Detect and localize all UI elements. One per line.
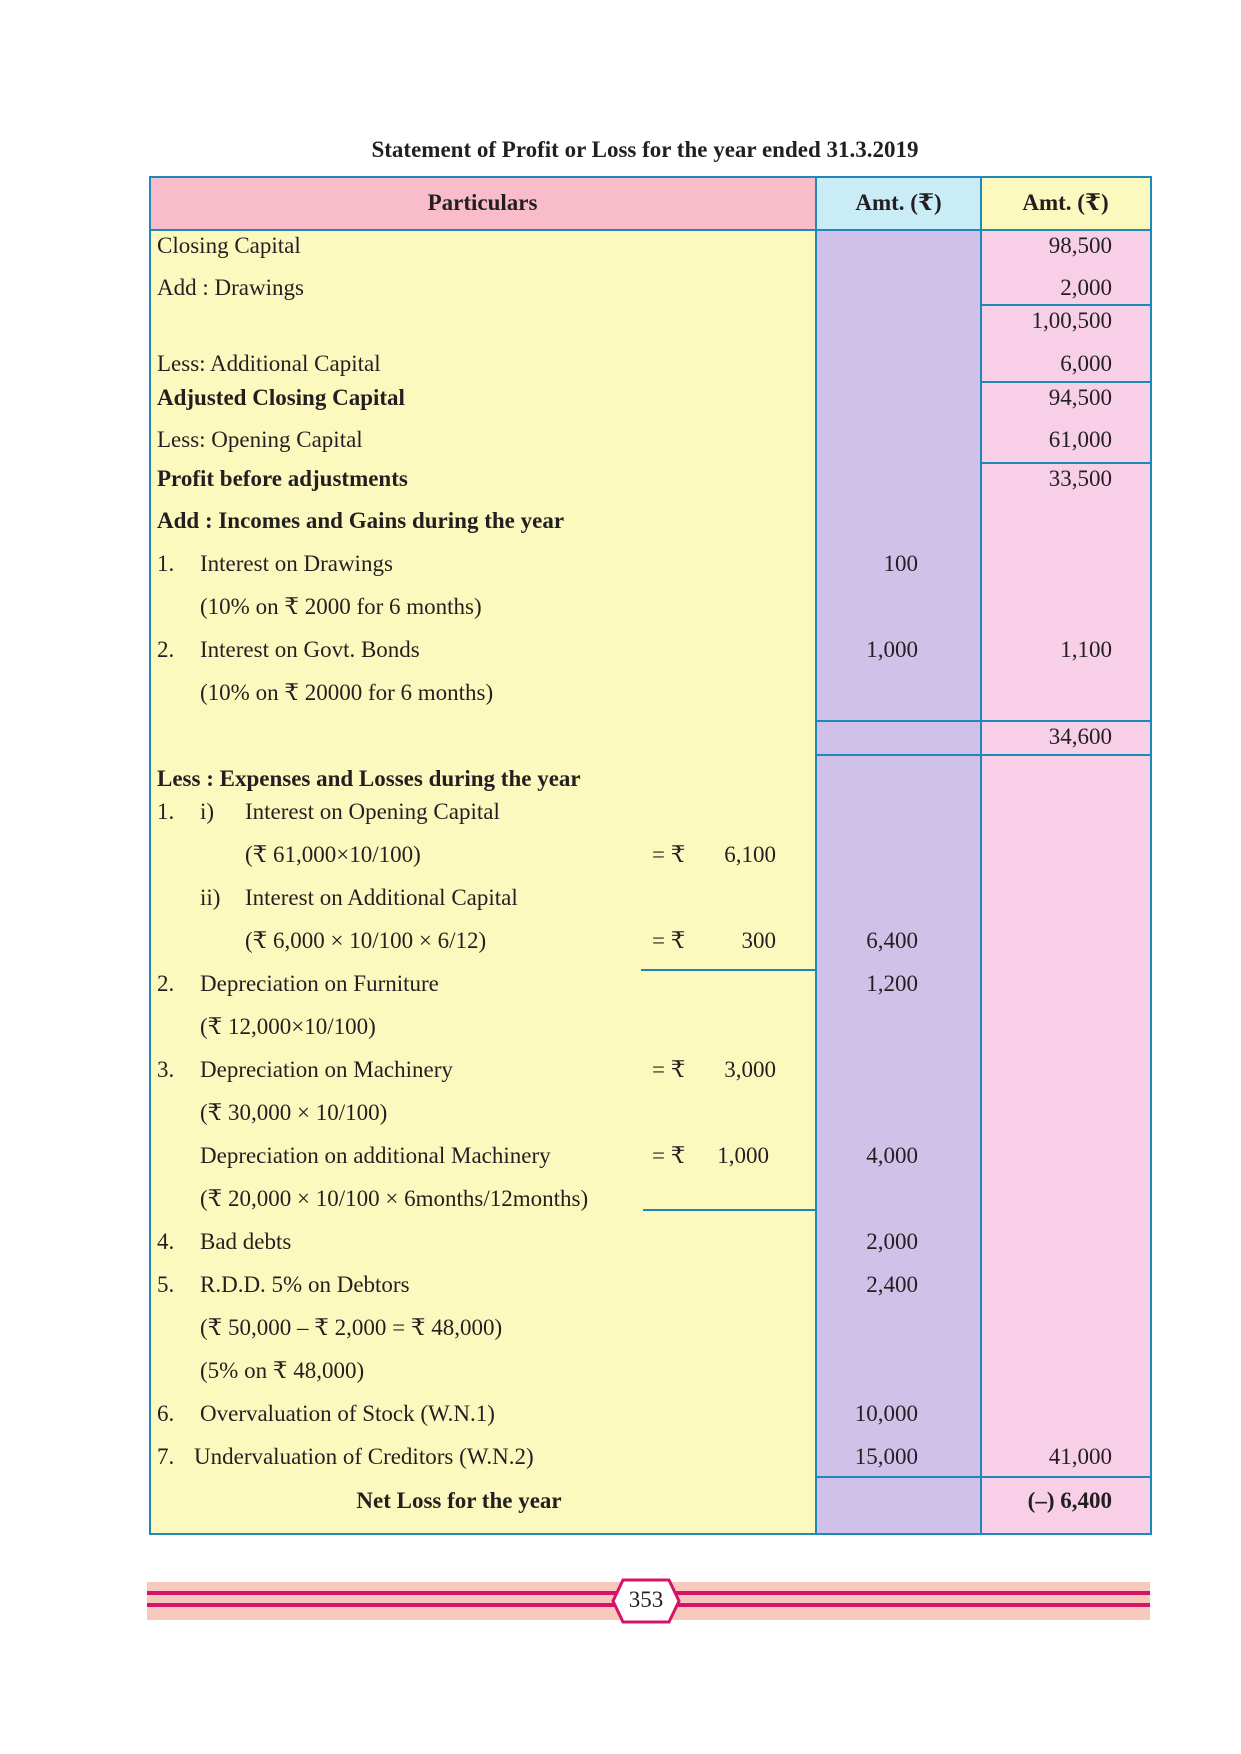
row-label: Add : Drawings — [157, 275, 304, 300]
row-equals: = ₹ — [652, 1143, 686, 1168]
row-amount: 1,00,500 — [1031, 308, 1112, 333]
row-calc: (10% on ₹ 2000 for 6 months) — [200, 594, 482, 619]
row-label: Overvaluation of Stock (W.N.1) — [200, 1401, 495, 1426]
row-number: 2. — [157, 971, 175, 996]
row-calc: (5% on ₹ 48,000) — [200, 1358, 365, 1383]
row-label: Less: Opening Capital — [157, 427, 363, 452]
page-title: Statement of Profit or Loss for the year ended 31.3.2019 — [371, 137, 919, 162]
row-label: Undervaluation of Creditors (W.N.2) — [194, 1444, 534, 1469]
row-equals: = ₹ — [652, 842, 686, 867]
rule — [816, 720, 1150, 722]
row-value: 1,000 — [717, 1143, 769, 1168]
row-label: Interest on Additional Capital — [245, 885, 518, 910]
row-label: Depreciation on additional Machinery — [200, 1143, 551, 1168]
profit-loss-table — [149, 176, 1150, 1533]
row-number: 2. — [157, 637, 175, 662]
row-amount: 1,000 — [866, 637, 918, 662]
column-divider — [980, 176, 982, 1533]
row-sub-number: ii) — [200, 885, 221, 910]
row-label: Bad debts — [200, 1229, 292, 1254]
row-calc: (₹ 6,000 × 10/100 × 6/12) — [245, 928, 487, 953]
row-number: 5. — [157, 1272, 175, 1297]
row-amount: 61,000 — [1048, 427, 1112, 452]
row-calc: (₹ 30,000 × 10/100) — [200, 1100, 388, 1125]
row-amount: 33,500 — [1048, 466, 1112, 491]
row-calc: (10% on ₹ 20000 for 6 months) — [200, 680, 494, 705]
row-calc: (₹ 20,000 × 10/100 × 6months/12months) — [200, 1186, 589, 1211]
row-sub-number: i) — [200, 799, 215, 824]
row-label: Closing Capital — [157, 233, 301, 258]
row-amount: 2,000 — [1060, 275, 1112, 300]
row-value: 6,100 — [724, 842, 776, 867]
rule — [981, 462, 1150, 464]
row-value: 300 — [741, 928, 776, 953]
row-amount: 6,400 — [866, 928, 918, 953]
row-number: 1. — [157, 799, 175, 824]
row-amount: 2,400 — [866, 1272, 918, 1297]
row-value: 3,000 — [724, 1057, 776, 1082]
row-amount: 98,500 — [1048, 233, 1112, 258]
header-particulars: Particulars — [149, 176, 816, 230]
row-amount: 15,000 — [854, 1444, 918, 1469]
row-label: Profit before adjustments — [157, 466, 408, 491]
row-amount: 94,500 — [1048, 385, 1112, 410]
row-amount: 4,000 — [866, 1143, 918, 1168]
header-amount1: Amt. (₹) — [816, 176, 981, 230]
row-amount: 10,000 — [854, 1401, 918, 1426]
section-heading: Add : Incomes and Gains during the year — [157, 508, 565, 533]
rule — [816, 754, 1150, 756]
rule — [981, 304, 1150, 306]
row-label: Adjusted Closing Capital — [157, 385, 405, 410]
row-amount: 34,600 — [1048, 724, 1112, 749]
row-amount: 1,200 — [866, 971, 918, 996]
header-rule — [149, 229, 1150, 231]
row-label: Depreciation on Machinery — [200, 1057, 453, 1082]
net-loss-amount: (–) 6,400 — [1027, 1488, 1112, 1513]
page-number: 353 — [628, 1587, 664, 1612]
row-amount: 6,000 — [1060, 351, 1112, 376]
row-calc: (₹ 61,000×10/100) — [245, 842, 421, 867]
row-calc: (₹ 12,000×10/100) — [200, 1014, 376, 1039]
row-label: R.D.D. 5% on Debtors — [200, 1272, 410, 1297]
row-label: Less: Additional Capital — [157, 351, 381, 376]
net-loss-label: Net Loss for the year — [356, 1488, 562, 1513]
row-number: 1. — [157, 551, 175, 576]
row-amount: 100 — [883, 551, 918, 576]
row-amount: 41,000 — [1048, 1444, 1112, 1469]
row-number: 3. — [157, 1057, 175, 1082]
rule — [641, 969, 817, 971]
rule — [643, 1209, 817, 1211]
row-amount: 2,000 — [866, 1229, 918, 1254]
row-label: Interest on Opening Capital — [245, 799, 500, 824]
row-calc: (₹ 50,000 – ₹ 2,000 = ₹ 48,000) — [200, 1315, 503, 1340]
rule — [816, 1476, 1150, 1478]
column-divider — [815, 176, 817, 1533]
row-label: Depreciation on Furniture — [200, 971, 439, 996]
row-number: 6. — [157, 1401, 175, 1426]
row-amount: 1,100 — [1060, 637, 1112, 662]
header-amount2: Amt. (₹) — [981, 176, 1150, 230]
row-equals: = ₹ — [652, 928, 686, 953]
row-equals: = ₹ — [652, 1057, 686, 1082]
row-number: 7. — [157, 1444, 175, 1469]
row-label: Interest on Drawings — [200, 551, 393, 576]
rule — [981, 381, 1150, 383]
row-label: Interest on Govt. Bonds — [200, 637, 420, 662]
section-heading: Less : Expenses and Losses during the year — [157, 766, 581, 791]
row-number: 4. — [157, 1229, 175, 1254]
